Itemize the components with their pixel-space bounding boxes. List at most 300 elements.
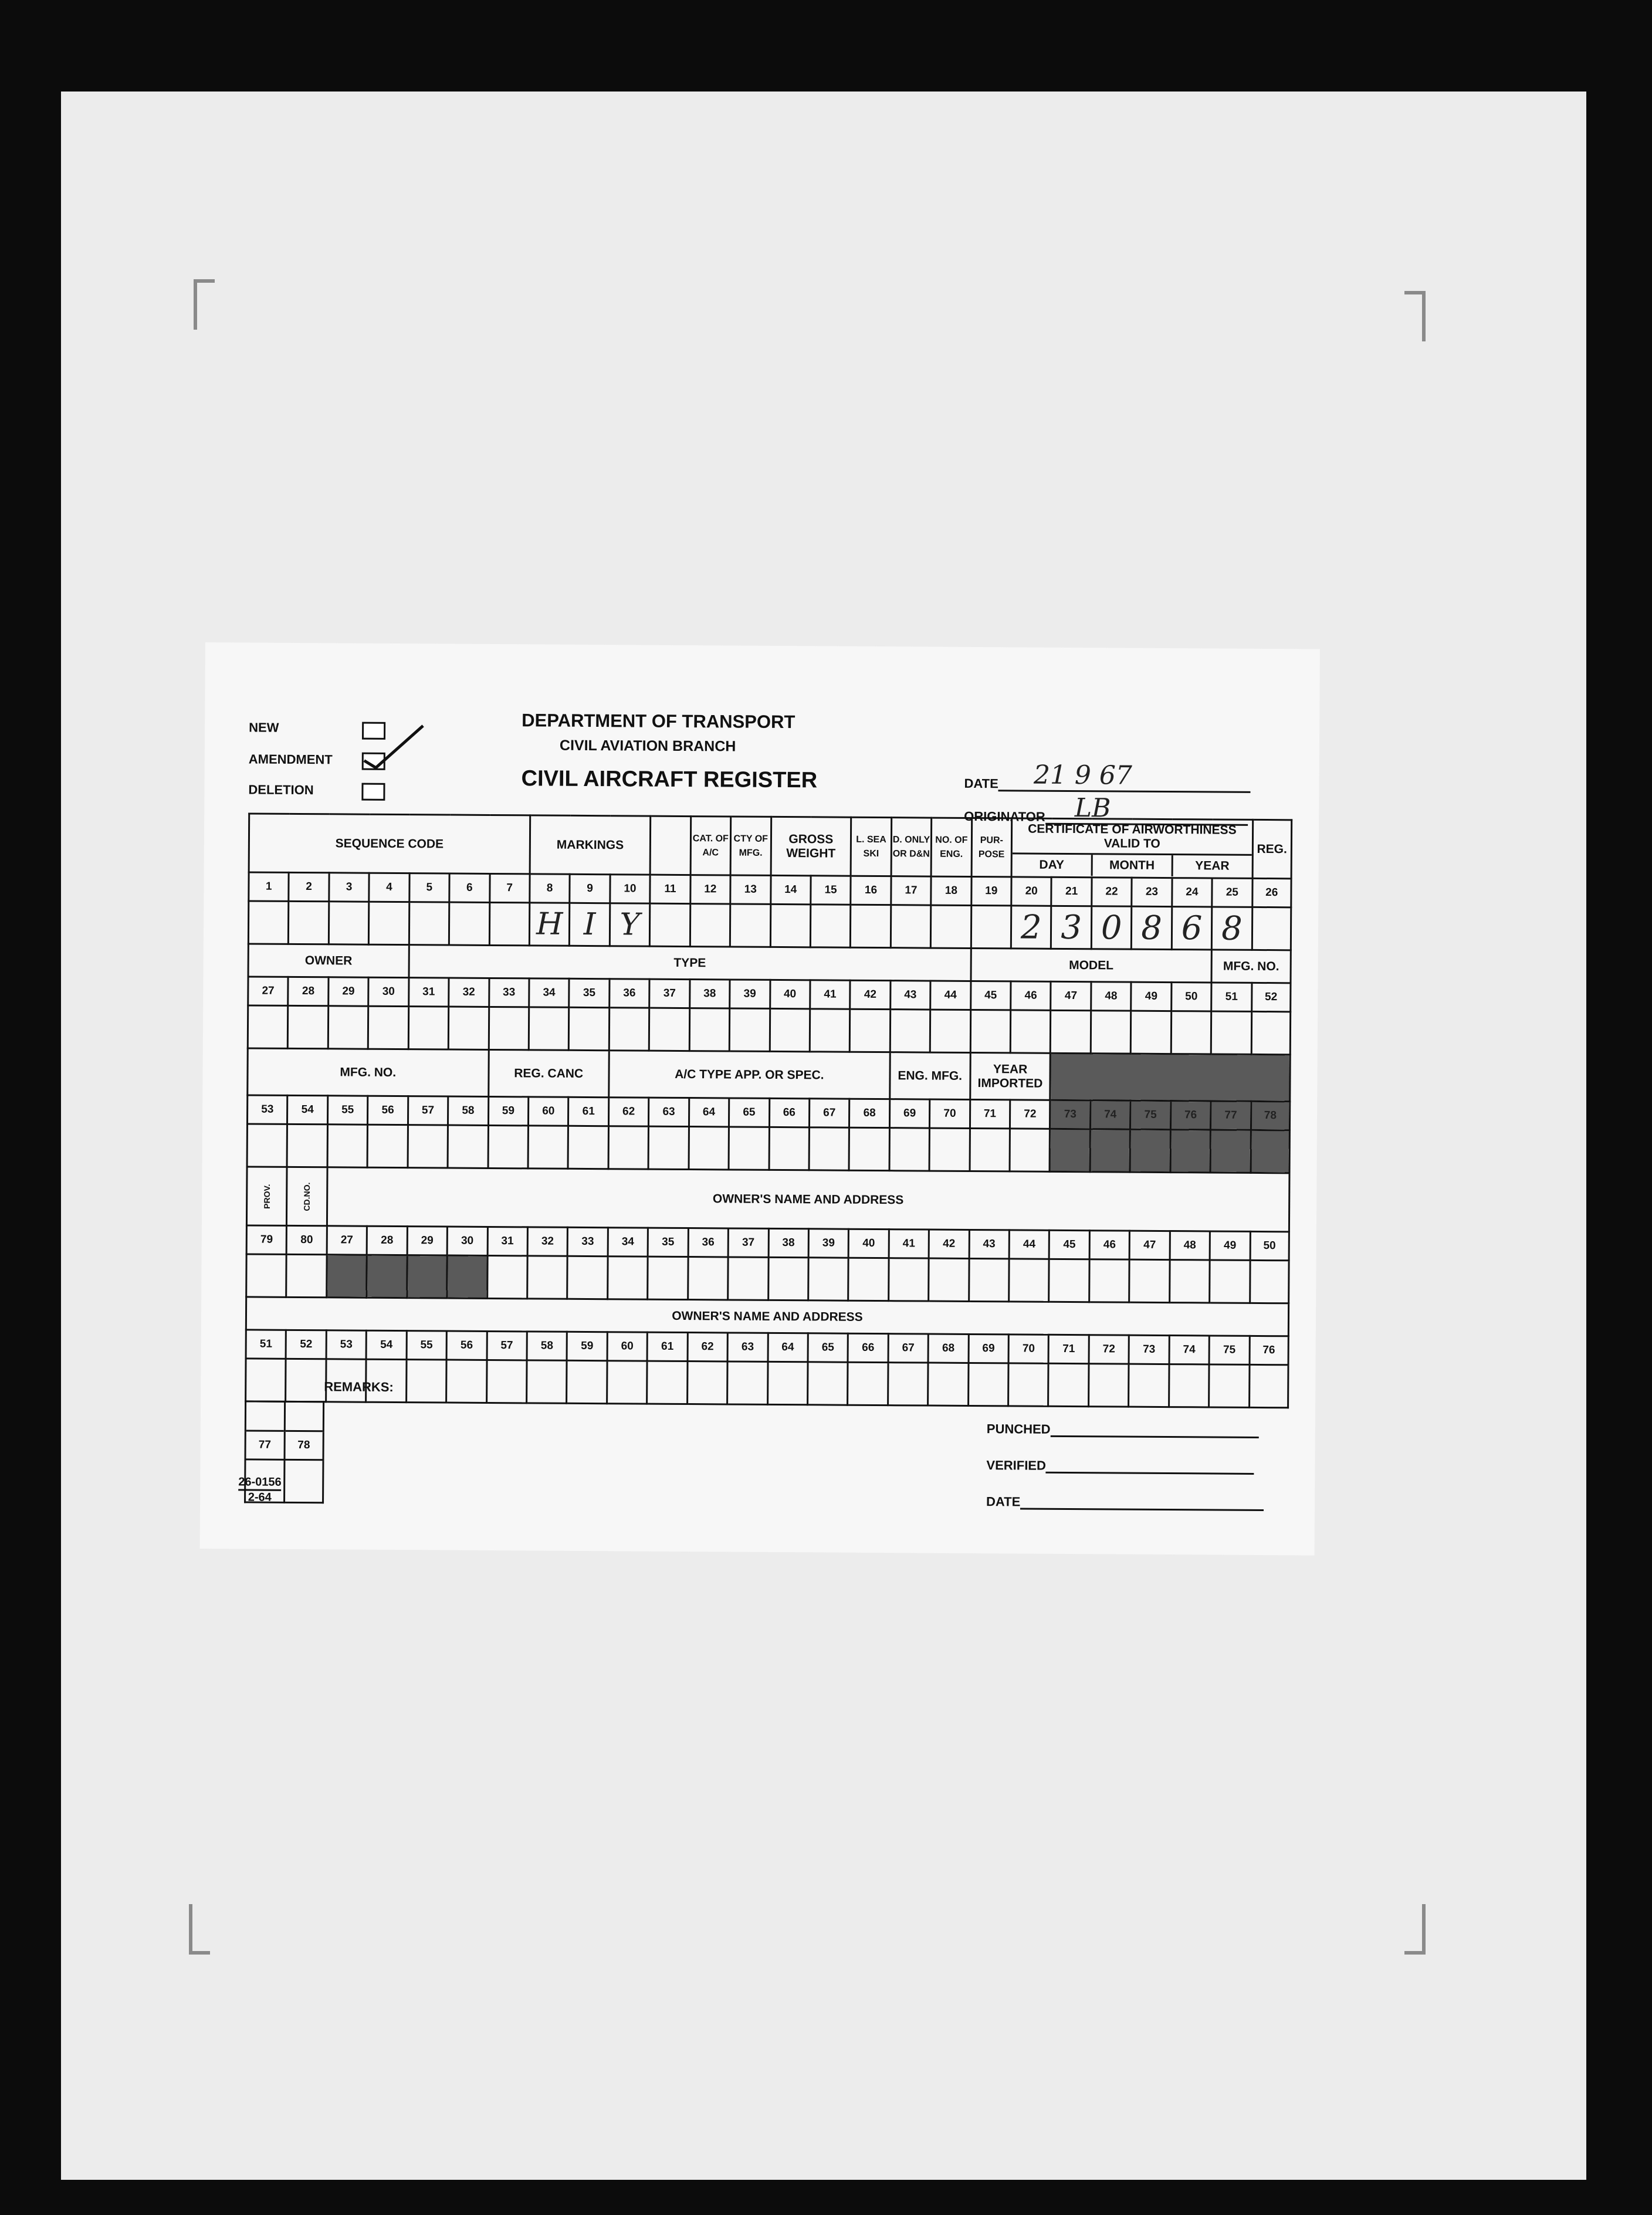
cert-cell[interactable]: 2	[1011, 906, 1051, 949]
entry-cell[interactable]	[569, 1007, 610, 1050]
crop-mark-bottom-right	[1404, 1904, 1426, 1955]
col-number: 52	[286, 1330, 326, 1359]
purpose-header: PUR- POSE	[971, 818, 1012, 876]
prov-label: PROV.	[262, 1183, 272, 1209]
originator-label: ORIGINATOR	[964, 808, 1045, 824]
col-number: 39	[808, 1229, 849, 1258]
verified-field[interactable]	[986, 1458, 1254, 1475]
col-number: 44	[930, 981, 971, 1010]
d-only-header: D. ONLY OR D&N	[891, 818, 932, 876]
entry-cell[interactable]	[408, 1007, 449, 1049]
owners-name-address-header: OWNER'S NAME AND ADDRESS	[327, 1167, 1289, 1232]
col-number: 58	[448, 1096, 489, 1125]
entry-cell[interactable]	[809, 1127, 849, 1170]
col-number: 60	[528, 1097, 568, 1126]
entry-cell[interactable]	[489, 902, 530, 945]
owners-name-address-header-2: OWNER'S NAME AND ADDRESS	[246, 1297, 1288, 1336]
col-number: 62	[608, 1098, 649, 1126]
col-number: 74	[1169, 1336, 1210, 1364]
col-number: 1	[249, 872, 289, 901]
model-header: MODEL	[971, 948, 1212, 983]
col-number: 61	[568, 1097, 609, 1126]
register-card	[200, 642, 1320, 1556]
deletion-label: DELETION	[248, 782, 314, 798]
entry-cell[interactable]	[648, 1126, 689, 1169]
entry-cell[interactable]	[1091, 1011, 1131, 1054]
col-number: 32	[527, 1227, 568, 1256]
entry-cell[interactable]	[848, 1362, 888, 1405]
col-number: 42	[929, 1230, 969, 1258]
col-number: 46	[1089, 1231, 1130, 1259]
col-number: 67	[809, 1099, 849, 1127]
entry-cell[interactable]	[406, 1360, 446, 1403]
col-number: 4	[369, 873, 409, 902]
entry-cell[interactable]	[929, 1258, 969, 1301]
entry-cell[interactable]	[808, 1362, 848, 1405]
entry-cell[interactable]	[1250, 1260, 1289, 1303]
col-number: 73	[1050, 1100, 1091, 1129]
bottom-date-field[interactable]	[986, 1494, 1264, 1511]
shaded-cell	[1050, 1129, 1090, 1171]
crop-mark-bottom-left	[189, 1904, 210, 1955]
col-number: 59	[488, 1096, 529, 1125]
entry-cell[interactable]	[1251, 1011, 1291, 1054]
crop-mark-top-left	[194, 279, 215, 330]
col-number: 78	[284, 1431, 323, 1459]
col-number: 44	[1009, 1230, 1050, 1259]
col-number: 71	[970, 1099, 1010, 1128]
col-number: 47	[1051, 981, 1091, 1010]
col-number: 79	[246, 1225, 287, 1254]
col-number: 38	[689, 980, 730, 1008]
col-number: 66	[848, 1333, 888, 1362]
col-number: 29	[407, 1227, 448, 1255]
col-number: 7	[489, 873, 530, 902]
entry-cell[interactable]	[931, 905, 971, 948]
col-number: 73	[1129, 1335, 1169, 1364]
entry-cell[interactable]	[448, 1007, 489, 1049]
entry-cell[interactable]	[649, 1008, 690, 1051]
originator-value: LB	[1074, 793, 1111, 824]
col-number: 63	[727, 1333, 768, 1361]
shaded-cell	[1090, 1129, 1130, 1172]
remarks-label: REMARKS:	[324, 1379, 394, 1394]
col-number: 78	[1251, 1101, 1290, 1130]
col-number: 14	[770, 875, 811, 904]
col-number: 29	[329, 977, 369, 1006]
col-number: 69	[969, 1334, 1009, 1363]
col-number: 25	[1212, 878, 1252, 907]
shaded-cell	[1170, 1130, 1211, 1173]
form-number-code: 26-0156	[238, 1475, 282, 1491]
entry-cell[interactable]	[1129, 1259, 1170, 1302]
col-number: 16	[851, 876, 891, 905]
entry-cell[interactable]	[769, 1127, 810, 1170]
col-number: 48	[1091, 982, 1132, 1011]
entry-cell[interactable]	[246, 1254, 287, 1297]
col-number: 70	[1008, 1335, 1049, 1363]
col-number: 74	[1090, 1100, 1130, 1129]
col-number: 3	[329, 873, 370, 902]
date-value: 21 9 67	[1033, 760, 1133, 791]
cert-cell[interactable]: 8	[1211, 907, 1252, 950]
entry-cell[interactable]	[770, 1008, 810, 1051]
col-number: 68	[928, 1334, 969, 1363]
col-number: 62	[688, 1333, 728, 1361]
year-header: YEAR	[1195, 859, 1230, 873]
entry-cell[interactable]	[849, 1127, 889, 1170]
entry-cell[interactable]	[810, 905, 851, 947]
col-number: 26	[1252, 878, 1291, 907]
entry-cell[interactable]	[930, 1010, 970, 1052]
shaded-block	[1050, 1053, 1290, 1101]
entry-cell[interactable]	[1048, 1363, 1089, 1406]
entry-cell[interactable]	[851, 905, 891, 947]
col-number: 47	[1129, 1231, 1170, 1259]
shaded-cell	[327, 1255, 367, 1298]
shaded-cell	[1251, 1130, 1290, 1173]
entry-cell[interactable]	[928, 1363, 969, 1405]
entry-cell[interactable]	[650, 903, 690, 946]
col-number: 54	[287, 1095, 328, 1124]
col-number: 61	[647, 1332, 688, 1361]
col-number: 28	[367, 1226, 407, 1255]
col-number: 77	[1211, 1101, 1251, 1130]
cert-cell[interactable]: 8	[1132, 906, 1172, 949]
col-number: 33	[489, 978, 529, 1007]
entry-cell[interactable]	[810, 1009, 850, 1052]
entry-cell[interactable]	[287, 1124, 327, 1167]
col-number: 50	[1250, 1231, 1289, 1260]
entry-cell[interactable]	[1171, 1011, 1211, 1054]
entry-cell[interactable]	[529, 1007, 569, 1050]
col-number: 48	[1170, 1231, 1210, 1260]
entry-cell[interactable]	[567, 1256, 608, 1299]
entry-cell[interactable]	[728, 1257, 769, 1300]
entry-cell[interactable]	[367, 1125, 408, 1167]
entry-cell[interactable]	[449, 902, 489, 945]
col-number: 30	[447, 1227, 488, 1255]
col-number: 11	[650, 875, 690, 903]
entry-cell[interactable]	[1169, 1260, 1210, 1303]
col-number: 43	[890, 981, 930, 1010]
entry-cell[interactable]	[1088, 1364, 1129, 1407]
entry-cell[interactable]	[690, 904, 730, 947]
entry-cell[interactable]	[888, 1258, 929, 1301]
col-number: 77	[245, 1431, 285, 1459]
marking-cell[interactable]: H	[529, 903, 570, 946]
cat-header: CAT. OF A/C	[690, 817, 731, 875]
register-title: CIVIL AIRCRAFT REGISTER	[521, 766, 818, 793]
entry-cell[interactable]	[1249, 1364, 1288, 1407]
shaded-cell	[1130, 1129, 1170, 1172]
entry-cell[interactable]	[488, 1125, 529, 1168]
col-number: 37	[728, 1228, 769, 1257]
col-number: 55	[327, 1096, 368, 1125]
cert-cell[interactable]: 3	[1051, 906, 1092, 949]
entry-cell[interactable]	[689, 1008, 730, 1051]
verified-label: VERIFIED	[986, 1458, 1046, 1473]
col-number: 70	[930, 1099, 970, 1128]
entry-cell[interactable]	[648, 1256, 688, 1299]
entry-cell[interactable]	[487, 1255, 527, 1298]
entry-cell[interactable]	[248, 901, 289, 944]
date-label: DATE	[964, 775, 998, 791]
col-number: 21	[1051, 877, 1092, 906]
col-number: 64	[768, 1333, 808, 1361]
col-number: 71	[1048, 1335, 1089, 1363]
entry-cell[interactable]	[1010, 1129, 1050, 1171]
entry-cell[interactable]	[890, 1010, 930, 1052]
col-number: 80	[287, 1225, 327, 1254]
entry-cell[interactable]	[767, 1361, 808, 1404]
sequence-code-header: SEQUENCE CODE	[249, 814, 530, 874]
entry-cell[interactable]	[647, 1361, 688, 1404]
entry-cell[interactable]	[284, 1459, 323, 1502]
col-number: 63	[649, 1098, 689, 1126]
col-number: 72	[1010, 1100, 1051, 1129]
entry-cell[interactable]	[327, 1125, 368, 1167]
reg-canc-header: REG. CANC	[488, 1049, 609, 1097]
entry-cell[interactable]	[687, 1361, 727, 1404]
entry-cell[interactable]	[409, 902, 449, 945]
entry-cell[interactable]	[1210, 1260, 1250, 1303]
entry-cell[interactable]	[1209, 1364, 1250, 1407]
col-number: 51	[246, 1330, 286, 1359]
col-number: 41	[889, 1230, 929, 1258]
col-number: 58	[527, 1332, 567, 1360]
col-number: 20	[1011, 877, 1052, 906]
entry-cell[interactable]	[1169, 1364, 1209, 1407]
cert-cell[interactable]: 0	[1091, 906, 1132, 949]
entry-cell[interactable]	[688, 1257, 728, 1300]
col-number: 27	[248, 977, 289, 1005]
entry-cell[interactable]	[970, 1010, 1011, 1052]
col-number: 8	[530, 874, 570, 903]
entry-cell[interactable]	[729, 1008, 770, 1051]
checkmark-icon	[358, 720, 429, 773]
col-number: 56	[446, 1331, 487, 1360]
entry-cell[interactable]	[1252, 907, 1291, 950]
entry-cell[interactable]	[889, 1128, 930, 1171]
entry-cell[interactable]	[848, 1258, 889, 1300]
form-number	[238, 1475, 282, 1504]
no-eng-header: NO. OF ENG.	[931, 818, 971, 876]
shaded-cell	[447, 1255, 488, 1298]
entry-cell[interactable]	[329, 902, 369, 944]
entry-cell[interactable]	[369, 902, 409, 944]
col-number: 39	[730, 980, 770, 1008]
month-header: MONTH	[1093, 855, 1173, 876]
col-number: 59	[567, 1332, 607, 1360]
col-number: 37	[649, 979, 690, 1008]
spacer-cell	[285, 1401, 324, 1431]
shaded-cell	[407, 1255, 447, 1298]
entry-cell[interactable]	[1010, 1010, 1051, 1053]
entry-cell[interactable]	[528, 1126, 568, 1169]
register-grid	[244, 812, 1292, 1509]
deletion-checkbox[interactable]	[361, 783, 385, 801]
col-number: 18	[931, 876, 971, 905]
col-number: 53	[326, 1330, 367, 1359]
entry-cell[interactable]	[891, 905, 931, 948]
shaded-cell	[367, 1255, 407, 1298]
col-number: 54	[366, 1330, 407, 1359]
entry-cell[interactable]	[248, 1005, 288, 1048]
entry-cell[interactable]	[567, 1360, 607, 1403]
entry-cell[interactable]	[929, 1128, 970, 1171]
col-number: 42	[850, 980, 891, 1009]
entry-cell[interactable]	[770, 904, 811, 947]
gross-weight-header: GROSS WEIGHT	[771, 817, 851, 876]
col-number: 68	[849, 1099, 890, 1127]
col-number: 66	[769, 1098, 810, 1127]
col-number: 60	[607, 1332, 648, 1361]
col-number: 23	[1132, 878, 1172, 906]
col-number: 50	[1171, 983, 1211, 1011]
type-header: TYPE	[409, 945, 971, 981]
entry-cell[interactable]	[971, 905, 1011, 948]
entry-cell[interactable]	[730, 904, 770, 947]
entry-cell[interactable]	[328, 1006, 368, 1049]
col-number: 33	[568, 1227, 608, 1256]
col-number: 24	[1172, 878, 1213, 907]
col-number: 46	[1011, 981, 1051, 1010]
col-number: 13	[730, 875, 771, 904]
department-title: DEPARTMENT OF TRANSPORT	[522, 710, 795, 733]
col-number: 5	[409, 873, 449, 902]
entry-cell[interactable]	[1009, 1259, 1050, 1302]
col-number: 10	[610, 875, 651, 903]
shaded-cell	[1210, 1130, 1251, 1173]
reg-header: REG.	[1252, 819, 1292, 878]
cert-cell[interactable]: 6	[1172, 907, 1212, 950]
col-number: 45	[1050, 1230, 1090, 1259]
entry-cell[interactable]	[286, 1359, 326, 1401]
entry-cell[interactable]	[247, 1124, 287, 1167]
owner-header: OWNER	[248, 944, 409, 978]
entry-cell[interactable]	[888, 1363, 928, 1405]
entry-cell[interactable]	[1211, 1011, 1251, 1054]
entry-cell[interactable]	[527, 1256, 568, 1299]
entry-cell[interactable]	[1089, 1259, 1130, 1302]
col-number: 41	[810, 980, 851, 1009]
entry-cell[interactable]	[1129, 1364, 1169, 1407]
entry-cell[interactable]	[727, 1361, 768, 1404]
entry-cell[interactable]	[446, 1360, 487, 1403]
entry-cell[interactable]	[689, 1127, 729, 1170]
col-number: 43	[969, 1230, 1010, 1258]
col-number: 56	[368, 1096, 408, 1125]
col-number: 35	[569, 978, 610, 1007]
ac-type-header: A/C TYPE APP. OR SPEC.	[609, 1051, 890, 1099]
entry-cell[interactable]	[1131, 1011, 1172, 1054]
eng-mfg-header: ENG. MFG.	[890, 1052, 970, 1100]
entry-cell[interactable]	[289, 901, 329, 944]
col-number: 49	[1131, 982, 1172, 1011]
col-number: 28	[288, 977, 329, 1005]
col-number: 75	[1130, 1100, 1171, 1129]
col-number: 19	[971, 876, 1011, 905]
col-number: 57	[408, 1096, 448, 1125]
entry-cell[interactable]	[486, 1360, 527, 1403]
col-number: 49	[1210, 1231, 1250, 1260]
entry-cell[interactable]	[1051, 1010, 1091, 1053]
entry-cell[interactable]	[448, 1125, 488, 1168]
entry-cell[interactable]	[286, 1254, 327, 1297]
col-number: 65	[808, 1333, 848, 1362]
entry-cell[interactable]	[768, 1257, 808, 1300]
col-number: 69	[889, 1099, 930, 1128]
certificate-title: CERTIFICATE OF AIRWORTHINESS VALID TO	[1013, 819, 1252, 855]
entry-cell[interactable]	[808, 1258, 849, 1300]
col-number: 67	[888, 1334, 929, 1363]
col-number: 55	[407, 1331, 447, 1360]
col-number: 45	[970, 981, 1011, 1010]
col-number: 17	[891, 876, 932, 905]
entry-cell[interactable]	[1008, 1363, 1049, 1406]
col-number: 75	[1209, 1336, 1250, 1364]
new-label: NEW	[249, 720, 279, 735]
entry-cell[interactable]	[608, 1126, 649, 1169]
col-number: 34	[608, 1228, 648, 1256]
entry-cell[interactable]	[969, 1258, 1009, 1301]
entry-cell[interactable]	[527, 1360, 567, 1403]
col-number: 30	[368, 977, 409, 1006]
year-imported-header: YEAR IMPORTED	[970, 1052, 1050, 1100]
entry-cell[interactable]	[609, 1008, 649, 1051]
entry-cell[interactable]	[408, 1125, 448, 1168]
col-number: 76	[1250, 1336, 1289, 1364]
entry-cell[interactable]	[850, 1009, 891, 1052]
form-revision: 2-64	[248, 1491, 272, 1504]
entry-cell[interactable]	[1049, 1259, 1089, 1302]
entry-cell[interactable]	[288, 1005, 329, 1048]
col-number: 40	[770, 980, 810, 1008]
col-number: 40	[848, 1229, 889, 1258]
mfg-no-header: MFG. NO.	[1211, 950, 1291, 983]
col-number: 27	[327, 1226, 367, 1255]
col-number: 52	[1251, 983, 1291, 1011]
entry-cell[interactable]	[968, 1363, 1008, 1405]
cd-no-label: CD.NO.	[302, 1182, 312, 1211]
cd-no-header	[287, 1167, 327, 1225]
entry-cell[interactable]	[568, 1126, 608, 1169]
punched-field[interactable]	[987, 1421, 1259, 1438]
col-number: 31	[408, 978, 449, 1007]
entry-cell[interactable]	[607, 1361, 647, 1404]
certificate-header	[1011, 818, 1252, 879]
col-number: 9	[570, 874, 610, 903]
marking-cell[interactable]: Y	[610, 903, 650, 946]
entry-cell[interactable]	[970, 1128, 1010, 1171]
entry-cell[interactable]	[607, 1256, 648, 1299]
col-number: 51	[1211, 983, 1252, 1011]
col-number: 76	[1170, 1101, 1211, 1130]
marking-cell[interactable]: I	[570, 903, 610, 946]
cty-header: CTY OF MFG.	[730, 817, 771, 875]
date-field[interactable]	[964, 760, 1251, 793]
col-number: 65	[729, 1098, 770, 1127]
entry-cell[interactable]	[368, 1006, 409, 1049]
l-sea-ski-header: L. SEA SKI	[851, 817, 891, 876]
entry-cell[interactable]	[729, 1127, 769, 1170]
entry-cell[interactable]	[246, 1359, 286, 1401]
entry-cell[interactable]	[489, 1007, 529, 1049]
col-11-header	[650, 816, 690, 875]
col-number: 12	[690, 875, 730, 904]
punched-label: PUNCHED	[986, 1421, 1051, 1437]
